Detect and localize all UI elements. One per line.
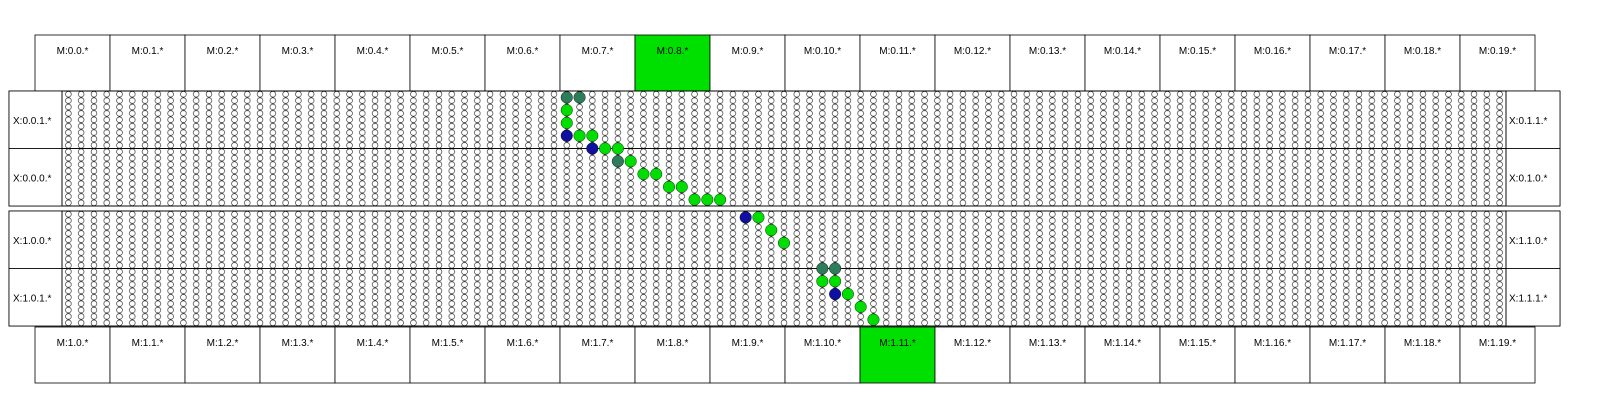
bottom-module-label: M:1.19.* <box>1478 338 1517 349</box>
active-cell-bright <box>587 130 599 142</box>
bottom-module-label: M:1.5.* <box>431 338 464 349</box>
top-module-box <box>860 35 935 91</box>
lane-label-right: X:0.1.0.* <box>1509 173 1548 185</box>
active-cell-bright <box>842 288 854 300</box>
top-module-box <box>1160 35 1235 91</box>
bottom-module-label: M:1.12.* <box>953 338 992 349</box>
top-module-label: M:0.19.* <box>1478 46 1517 57</box>
lane-label-right: X:0.1.1.* <box>1509 115 1548 127</box>
top-module-box <box>1085 35 1160 91</box>
lane-label-left: X:1.0.1.* <box>13 293 52 305</box>
bottom-module-box <box>335 327 410 383</box>
top-module-label: M:0.5.* <box>431 46 464 57</box>
bottom-module-label: M:1.10.* <box>803 338 842 349</box>
top-module-box <box>110 35 185 91</box>
lane-label-left: X:0.0.1.* <box>13 115 52 127</box>
top-module-box <box>785 35 860 91</box>
top-module-box <box>1010 35 1085 91</box>
bottom-module-box <box>1160 327 1235 383</box>
lane-cell-grid <box>62 269 1506 327</box>
active-cell-teal <box>829 263 841 275</box>
bottom-module-label: M:1.8.* <box>656 338 689 349</box>
active-cell-blue <box>587 143 599 155</box>
active-cell-bright <box>574 130 586 142</box>
bottom-module-box <box>35 327 110 383</box>
top-module-label: M:0.14.* <box>1103 46 1142 57</box>
active-cell-bright <box>689 194 701 206</box>
active-cell-blue <box>561 130 573 142</box>
active-cell-blue <box>829 288 841 300</box>
bottom-module-box <box>710 327 785 383</box>
lane-label-right: X:1.1.0.* <box>1509 235 1548 247</box>
top-module-box <box>1460 35 1535 91</box>
top-module-box <box>35 35 110 91</box>
lane-label-left: X:0.0.0.* <box>13 173 52 185</box>
top-module-label: M:0.1.* <box>131 46 164 57</box>
lane-cell-grid <box>62 149 1506 207</box>
top-module-box <box>485 35 560 91</box>
bottom-module-box <box>1310 327 1385 383</box>
top-module-box <box>1235 35 1310 91</box>
top-module-label: M:0.4.* <box>356 46 389 57</box>
bottom-module-box <box>1460 327 1535 383</box>
active-cell-teal <box>817 263 829 275</box>
top-module-box <box>335 35 410 91</box>
active-cell-bright <box>714 194 726 206</box>
active-cell-bright <box>561 117 573 129</box>
active-cell-teal <box>561 92 573 104</box>
bottom-module-box <box>260 327 335 383</box>
active-cell-bright <box>702 194 714 206</box>
lane-label-right: X:1.1.1.* <box>1509 293 1548 305</box>
bottom-module-label: M:1.0.* <box>56 338 89 349</box>
bottom-module-box <box>785 327 860 383</box>
bottom-module-label: M:1.9.* <box>731 338 764 349</box>
active-cell-bright <box>778 237 790 249</box>
bottom-module-label: M:1.16.* <box>1253 338 1292 349</box>
active-cell-teal <box>574 92 586 104</box>
top-module-row <box>35 35 1535 91</box>
active-cell-bright <box>676 181 688 193</box>
bottom-module-box <box>560 327 635 383</box>
top-module-label: M:0.3.* <box>281 46 314 57</box>
top-module-label: M:0.17.* <box>1328 46 1367 57</box>
bottom-module-box <box>1385 327 1460 383</box>
bottom-module-label: M:1.13.* <box>1028 338 1067 349</box>
bottom-module-label: M:1.1.* <box>131 338 164 349</box>
bottom-module-box <box>635 327 710 383</box>
top-module-label: M:0.16.* <box>1253 46 1292 57</box>
top-module-label: M:0.6.* <box>506 46 539 57</box>
top-module-label: M:0.12.* <box>953 46 992 57</box>
top-module-box <box>1385 35 1460 91</box>
active-cell-bright <box>650 168 662 180</box>
lane-label-left: X:1.0.0.* <box>13 235 52 247</box>
top-module-label: M:0.2.* <box>206 46 239 57</box>
top-module-label: M:0.18.* <box>1403 46 1442 57</box>
bottom-module-label: M:1.3.* <box>281 338 314 349</box>
bottom-module-box <box>410 327 485 383</box>
top-module-box <box>260 35 335 91</box>
bottom-module-box <box>1235 327 1310 383</box>
active-cell-bright <box>855 301 867 313</box>
active-cell-blue <box>740 212 752 224</box>
bottom-module-box <box>860 327 935 383</box>
top-module-box <box>710 35 785 91</box>
bottom-module-label: M:1.4.* <box>356 338 389 349</box>
bottom-module-label: M:1.11.* <box>879 338 916 349</box>
bottom-module-label: M:1.15.* <box>1178 338 1217 349</box>
active-cell-bright <box>817 275 829 287</box>
bottom-module-label: M:1.18.* <box>1403 338 1442 349</box>
top-module-label: M:0.7.* <box>581 46 614 57</box>
active-cell-bright <box>612 143 624 155</box>
top-module-label: M:0.0.* <box>56 46 89 57</box>
bottom-module-box <box>485 327 560 383</box>
top-module-box <box>1310 35 1385 91</box>
bottom-module-box <box>1010 327 1085 383</box>
bottom-module-row <box>35 327 1535 383</box>
active-cell-teal <box>612 155 624 167</box>
bottom-module-box <box>935 327 1010 383</box>
top-module-label: M:0.9.* <box>731 46 764 57</box>
active-cell-bright <box>663 181 675 193</box>
active-cell-bright <box>625 155 637 167</box>
bottom-module-label: M:1.7.* <box>581 338 614 349</box>
bottom-module-label: M:1.6.* <box>506 338 539 349</box>
bottom-module-box <box>110 327 185 383</box>
active-cell-bright <box>765 224 777 236</box>
lane-cell-grid <box>62 91 1506 149</box>
lane-group <box>9 91 1560 326</box>
bottom-module-label: M:1.2.* <box>206 338 239 349</box>
top-module-label: M:0.10.* <box>803 46 842 57</box>
top-module-box <box>560 35 635 91</box>
top-module-box <box>410 35 485 91</box>
top-module-label: M:0.15.* <box>1178 46 1217 57</box>
top-module-label: M:0.8.* <box>656 46 689 57</box>
active-cell-bright <box>753 212 765 224</box>
active-cell-bright <box>868 314 880 326</box>
active-cell-bright <box>599 143 611 155</box>
top-module-box <box>635 35 710 91</box>
bottom-module-box <box>1085 327 1160 383</box>
top-module-box <box>185 35 260 91</box>
top-module-box <box>935 35 1010 91</box>
bottom-module-box <box>185 327 260 383</box>
active-cell-bright <box>829 275 841 287</box>
active-cell-bright <box>638 168 650 180</box>
top-module-label: M:0.13.* <box>1028 46 1067 57</box>
top-module-label: M:0.11.* <box>879 46 916 57</box>
active-cell-bright <box>561 104 573 116</box>
bottom-module-label: M:1.17.* <box>1328 338 1367 349</box>
bottom-module-label: M:1.14.* <box>1103 338 1142 349</box>
